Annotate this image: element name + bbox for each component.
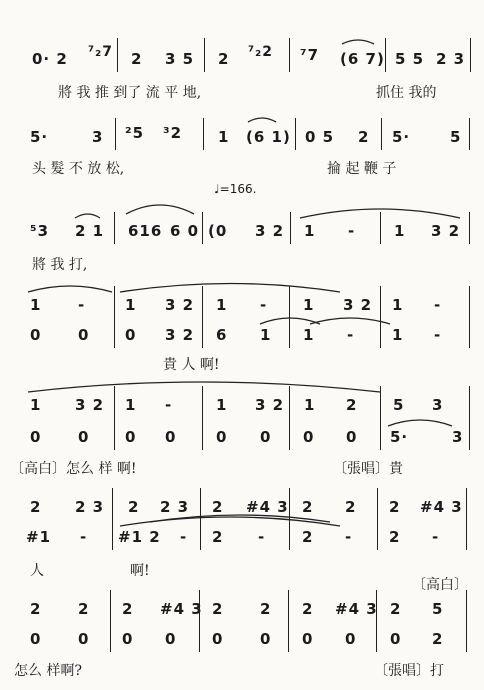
- note: 2: [390, 600, 402, 618]
- note: ⁵3: [30, 222, 50, 240]
- note: 1: [394, 222, 406, 240]
- note: 3 2: [255, 396, 285, 414]
- note: #4 3: [335, 600, 378, 618]
- note: 3 2: [165, 326, 195, 344]
- note: 1: [125, 396, 137, 414]
- note: ²5: [125, 124, 145, 142]
- lyric: 头 髮 不 放 松,: [32, 161, 125, 177]
- note: 1: [30, 396, 42, 414]
- note: 1: [392, 326, 404, 344]
- note: 0: [346, 428, 358, 446]
- note: 0: [125, 326, 137, 344]
- note: #1: [26, 528, 52, 546]
- note: 3: [452, 428, 464, 446]
- note: (0: [208, 222, 228, 240]
- lyric: 貴 人 啊!: [163, 357, 220, 373]
- note: -: [434, 296, 442, 314]
- note: 2: [302, 498, 314, 516]
- note: 0: [30, 326, 42, 344]
- note: 2 3: [436, 50, 466, 68]
- note: 0: [30, 428, 42, 446]
- note: 5·: [392, 128, 411, 146]
- note: 2: [302, 600, 314, 618]
- note: 0: [125, 428, 137, 446]
- note: 2: [302, 528, 314, 546]
- lyric: 將 我 打,: [32, 257, 88, 273]
- slur: [342, 40, 374, 44]
- note: 0: [78, 326, 90, 344]
- slur: [126, 205, 194, 214]
- note: 5: [450, 128, 462, 146]
- note: 1: [303, 296, 315, 314]
- note: -: [348, 222, 356, 240]
- note: 0: [216, 428, 228, 446]
- note: 6: [216, 326, 228, 344]
- lyric: 怎么 样啊?: [14, 663, 82, 679]
- note: -: [347, 326, 355, 344]
- note: ⁷₂2: [248, 44, 274, 60]
- note: 2: [346, 396, 358, 414]
- note: 0· 2: [32, 50, 68, 68]
- note: #4 3: [246, 498, 289, 516]
- note: 1: [125, 296, 137, 314]
- tie: [388, 420, 452, 426]
- note: 2: [78, 600, 90, 618]
- note: 0: [78, 428, 90, 446]
- lyric: 啊!: [130, 563, 150, 579]
- note: 3 2: [75, 396, 105, 414]
- note: 616: [128, 222, 163, 240]
- note: 5·: [390, 428, 409, 446]
- slur: [75, 214, 100, 218]
- note: #1 2: [118, 528, 161, 546]
- note: 0: [165, 630, 177, 648]
- note: -: [258, 528, 266, 546]
- note: 2: [358, 128, 370, 146]
- lyric: 〔張唱〕打: [374, 663, 444, 679]
- tie: [28, 286, 112, 292]
- note: -: [434, 326, 442, 344]
- note: 0: [122, 630, 134, 648]
- note: -: [345, 528, 353, 546]
- note: 0: [78, 630, 90, 648]
- note: 1: [260, 326, 272, 344]
- note: ⁷7: [300, 46, 320, 64]
- note: 2: [128, 498, 140, 516]
- note: 3: [432, 396, 444, 414]
- note: 2: [389, 528, 401, 546]
- note: 2: [131, 50, 143, 68]
- note: 2 1: [75, 222, 105, 240]
- note: 0: [302, 630, 314, 648]
- note: ³2: [163, 124, 183, 142]
- note: 3 2: [165, 296, 195, 314]
- note: 2: [30, 498, 42, 516]
- note: -: [80, 528, 88, 546]
- note: 0: [30, 630, 42, 648]
- note: 1: [304, 222, 316, 240]
- note: 1: [216, 296, 228, 314]
- note: 2: [345, 498, 357, 516]
- note: 2: [212, 498, 224, 516]
- note: 1: [216, 396, 228, 414]
- tie: [300, 209, 460, 218]
- lyric: 將 我 推 到了 流 平 地,: [58, 85, 202, 101]
- note: 1: [304, 396, 316, 414]
- note: 3 2: [343, 296, 373, 314]
- note: 2: [218, 50, 230, 68]
- lyric: 人: [30, 563, 44, 579]
- note: -: [180, 528, 188, 546]
- note: 0: [303, 428, 315, 446]
- note: -: [165, 396, 173, 414]
- note: 1: [30, 296, 42, 314]
- note: ⁷₂7: [88, 44, 114, 60]
- note: 2: [432, 630, 444, 648]
- tempo-mark: ♩=166.: [214, 182, 257, 196]
- note: 5·: [30, 128, 49, 146]
- note: 2: [260, 600, 272, 618]
- note: 2: [122, 600, 134, 618]
- note: 5: [393, 396, 405, 414]
- note: 3 2: [255, 222, 285, 240]
- note: 5 5: [395, 50, 425, 68]
- tie: [310, 318, 390, 324]
- note: 0 5: [305, 128, 335, 146]
- note: 1: [392, 296, 404, 314]
- note: 0: [390, 630, 402, 648]
- lyric: 掄 起 鞭 子: [327, 161, 397, 177]
- lyric: 抓住 我的: [376, 85, 437, 101]
- note: -: [260, 296, 268, 314]
- note: 0: [212, 630, 224, 648]
- note: 2: [212, 600, 224, 618]
- note: 0: [260, 428, 272, 446]
- note: #4 3: [160, 600, 203, 618]
- lyric: 〔高白〕怎么 样 啊!: [10, 461, 137, 477]
- lyric: 〔張唱〕貴: [333, 461, 403, 477]
- lyric: 〔高白〕: [412, 577, 468, 593]
- note: -: [432, 528, 440, 546]
- note: (6 7): [340, 50, 385, 68]
- note: 1: [303, 326, 315, 344]
- note: 2: [30, 600, 42, 618]
- note: 6 0: [170, 222, 200, 240]
- note: 0: [260, 630, 272, 648]
- tie: [120, 284, 340, 293]
- note: 0: [345, 630, 357, 648]
- note: #4 3: [420, 498, 463, 516]
- slur: [248, 118, 276, 122]
- note: 2 3: [75, 498, 105, 516]
- note: 1: [218, 128, 230, 146]
- note: 2: [212, 528, 224, 546]
- note: 2 3: [160, 498, 190, 516]
- note: 3 5: [165, 50, 195, 68]
- note: 3: [92, 128, 104, 146]
- note: 2: [389, 498, 401, 516]
- tie: [28, 382, 380, 392]
- note: 5: [432, 600, 444, 618]
- note: (6 1): [246, 128, 291, 146]
- note: 3 2: [431, 222, 461, 240]
- note: -: [78, 296, 86, 314]
- note: 0: [165, 428, 177, 446]
